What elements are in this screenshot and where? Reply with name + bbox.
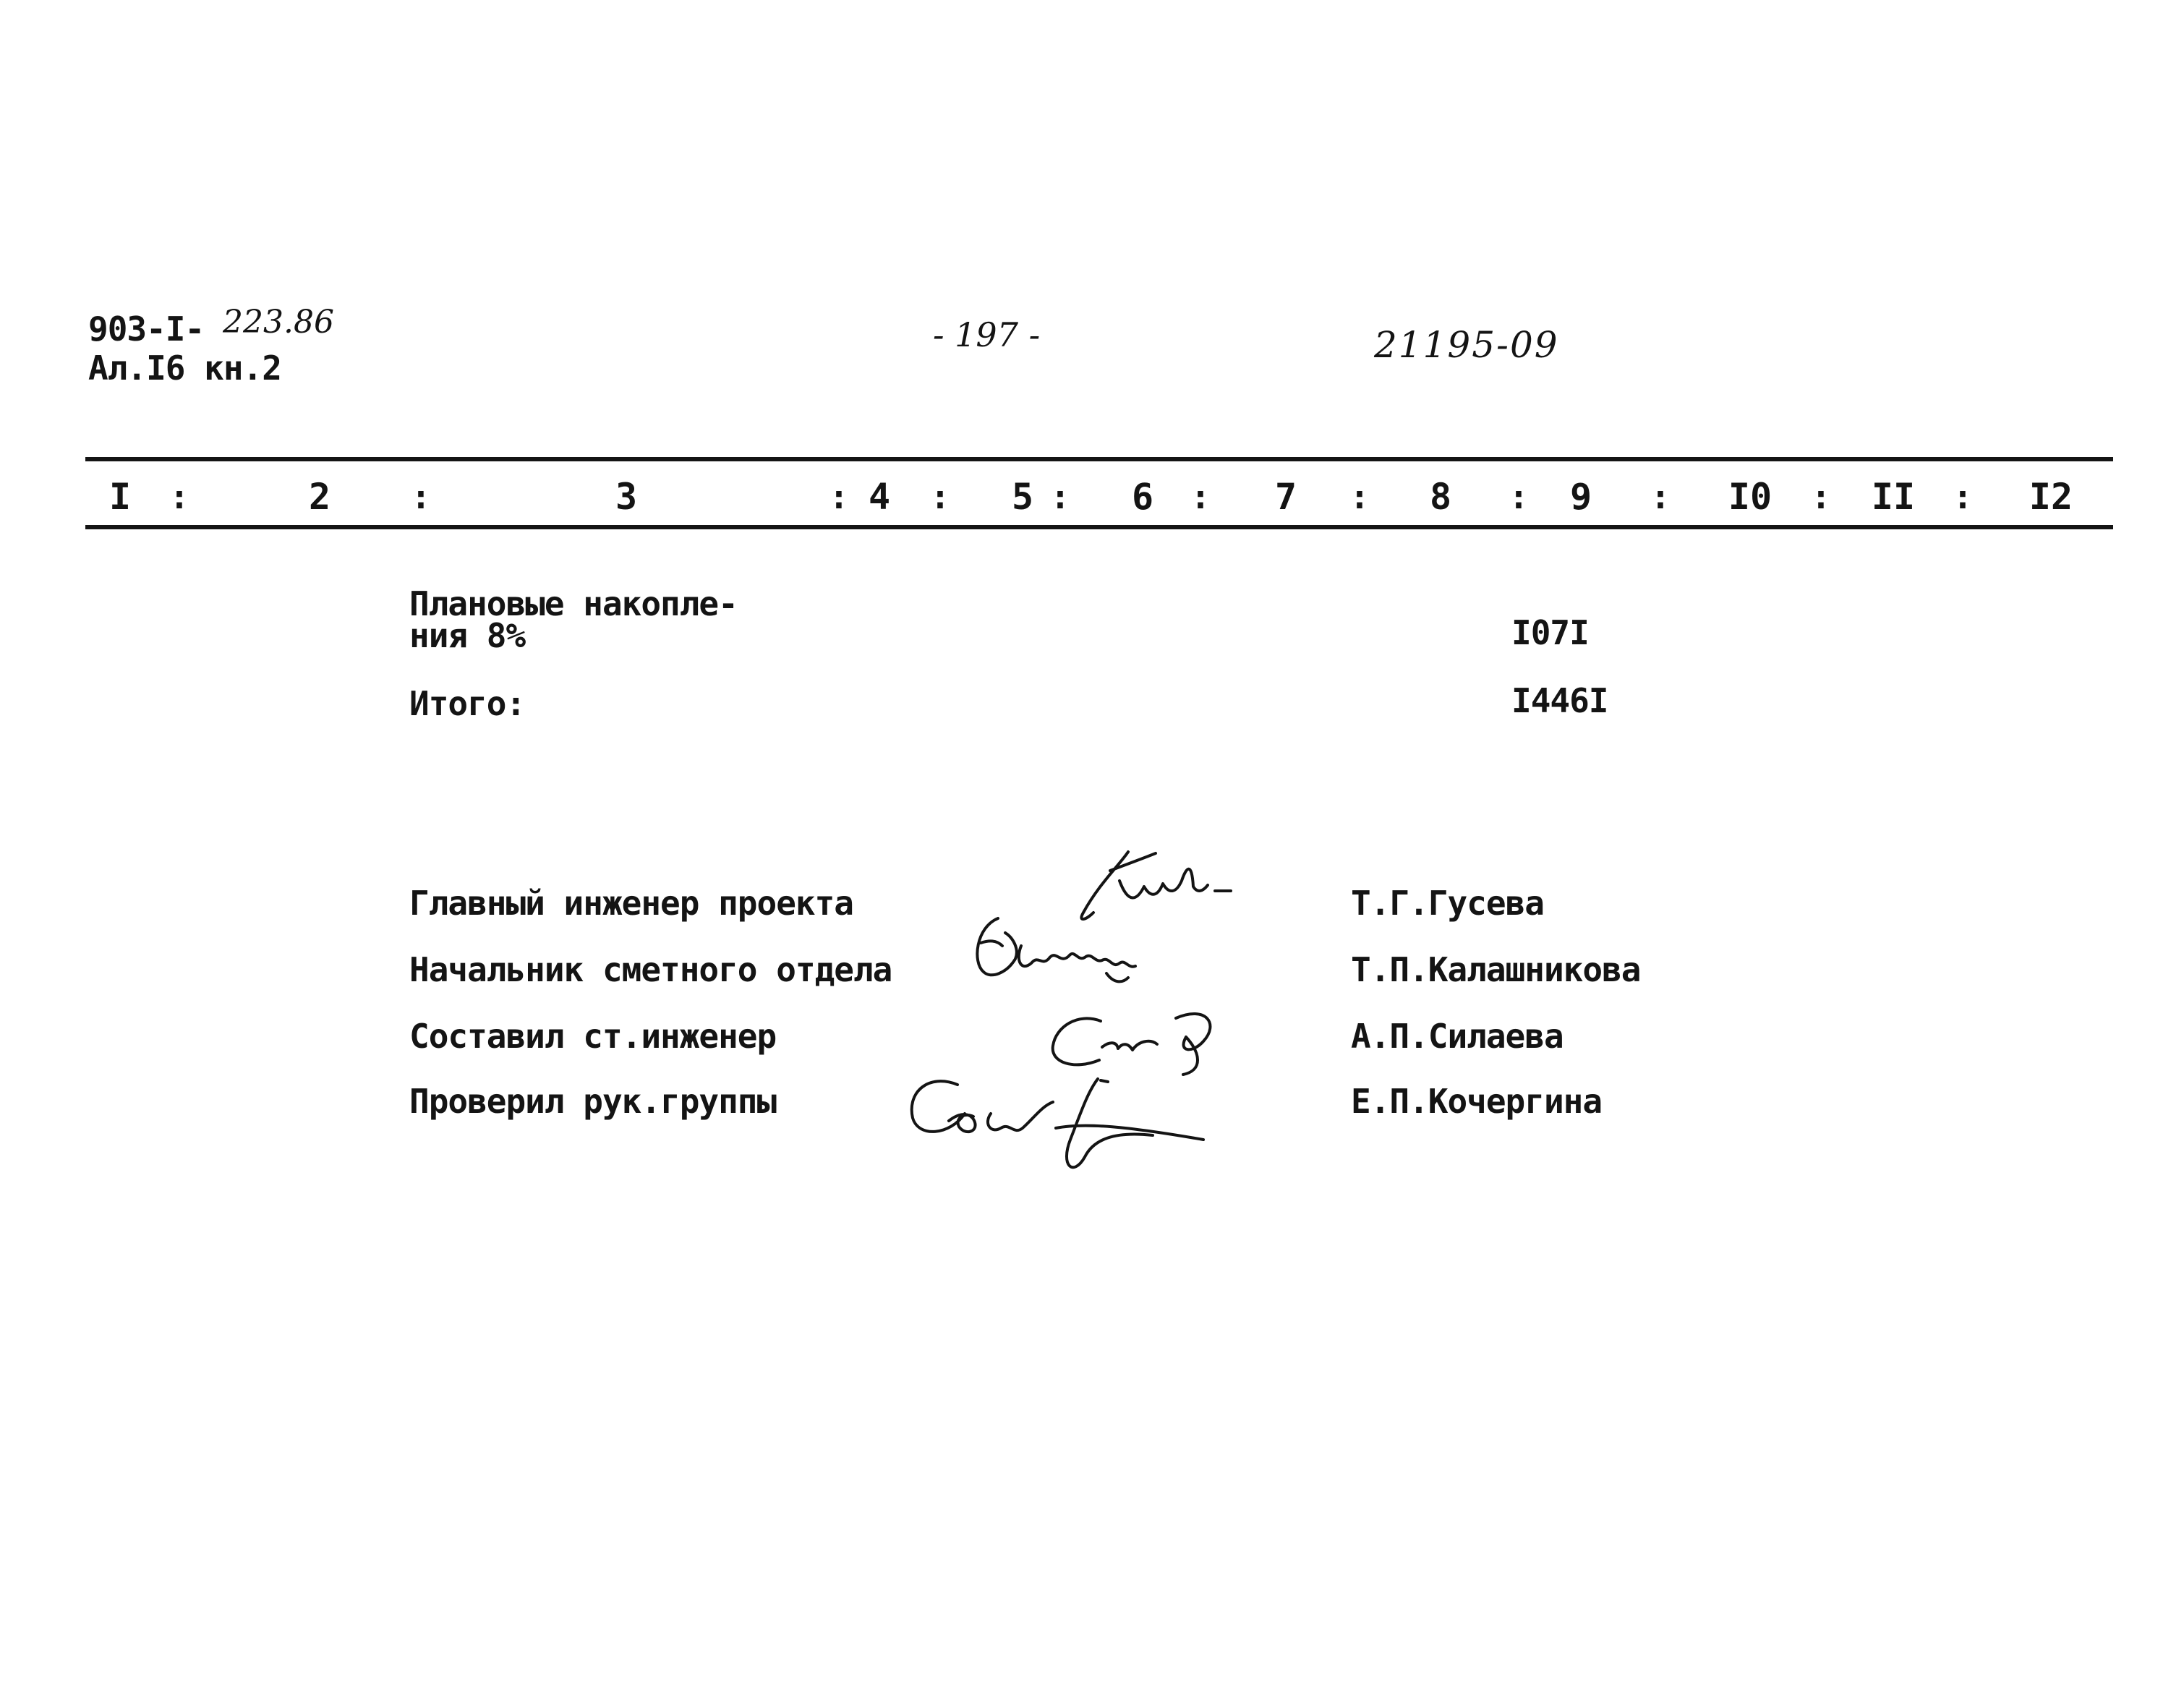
column-separator: : <box>1509 477 1529 516</box>
column-number: 4 <box>868 476 891 518</box>
column-separator: : <box>1650 477 1671 516</box>
signature-name-compiler: А.П.Силаева <box>1351 1017 1564 1056</box>
column-separator: : <box>411 477 431 516</box>
column-number: II <box>1871 476 1916 518</box>
signature-checker <box>912 1079 1203 1167</box>
column-separator: : <box>1190 477 1211 516</box>
column-number: 5 <box>1011 476 1034 518</box>
album-book-reference: Ал.I6 кн.2 <box>88 349 281 388</box>
column-number: 7 <box>1274 476 1297 518</box>
column-number: 9 <box>1569 476 1592 518</box>
column-number: 3 <box>615 476 638 518</box>
signature-estimate-head <box>977 918 1135 981</box>
column-separator: : <box>1953 477 1973 516</box>
signature-role-checker: Проверил рук.группы <box>409 1082 777 1121</box>
column-separator: : <box>1811 477 1831 516</box>
column-number: I2 <box>2029 476 2073 518</box>
planned-accumulation-label-line2: ния 8% <box>409 616 526 655</box>
signature-chief-engineer <box>1081 852 1231 919</box>
planned-accumulation-value: I07I <box>1511 613 1589 652</box>
column-number: 6 <box>1131 476 1154 518</box>
column-separator: : <box>1050 477 1070 516</box>
column-number: I0 <box>1728 476 1773 518</box>
total-label: Итого: <box>409 684 526 723</box>
document-code-handwritten: 223.86 <box>223 304 334 341</box>
signature-role-estimate-head: Начальник сметного отдела <box>409 950 892 989</box>
signature-compiler <box>1053 1014 1211 1075</box>
page-number: - 197 - <box>933 315 1041 354</box>
column-number: I <box>108 476 132 518</box>
column-separator: : <box>930 477 950 516</box>
signature-name-checker: Е.П.Кочергина <box>1351 1082 1603 1121</box>
signature-name-chief-engineer: Т.Г.Гусева <box>1351 884 1544 923</box>
document-code: 903-I- <box>88 309 205 349</box>
inventory-number: 21195-09 <box>1374 324 1559 366</box>
signature-role-chief-engineer: Главный инженер проекта <box>409 884 853 923</box>
signature-role-compiler: Составил ст.инженер <box>409 1017 777 1056</box>
column-separator: : <box>169 477 189 516</box>
planned-accumulation-label-line1: Плановые накопле- <box>409 584 738 623</box>
signature-name-estimate-head: Т.П.Калашникова <box>1351 950 1641 989</box>
column-number: 2 <box>308 476 331 518</box>
column-separator: : <box>829 477 849 516</box>
column-separator: : <box>1349 477 1370 516</box>
total-value: I446I <box>1511 681 1608 720</box>
column-number: 8 <box>1429 476 1452 518</box>
